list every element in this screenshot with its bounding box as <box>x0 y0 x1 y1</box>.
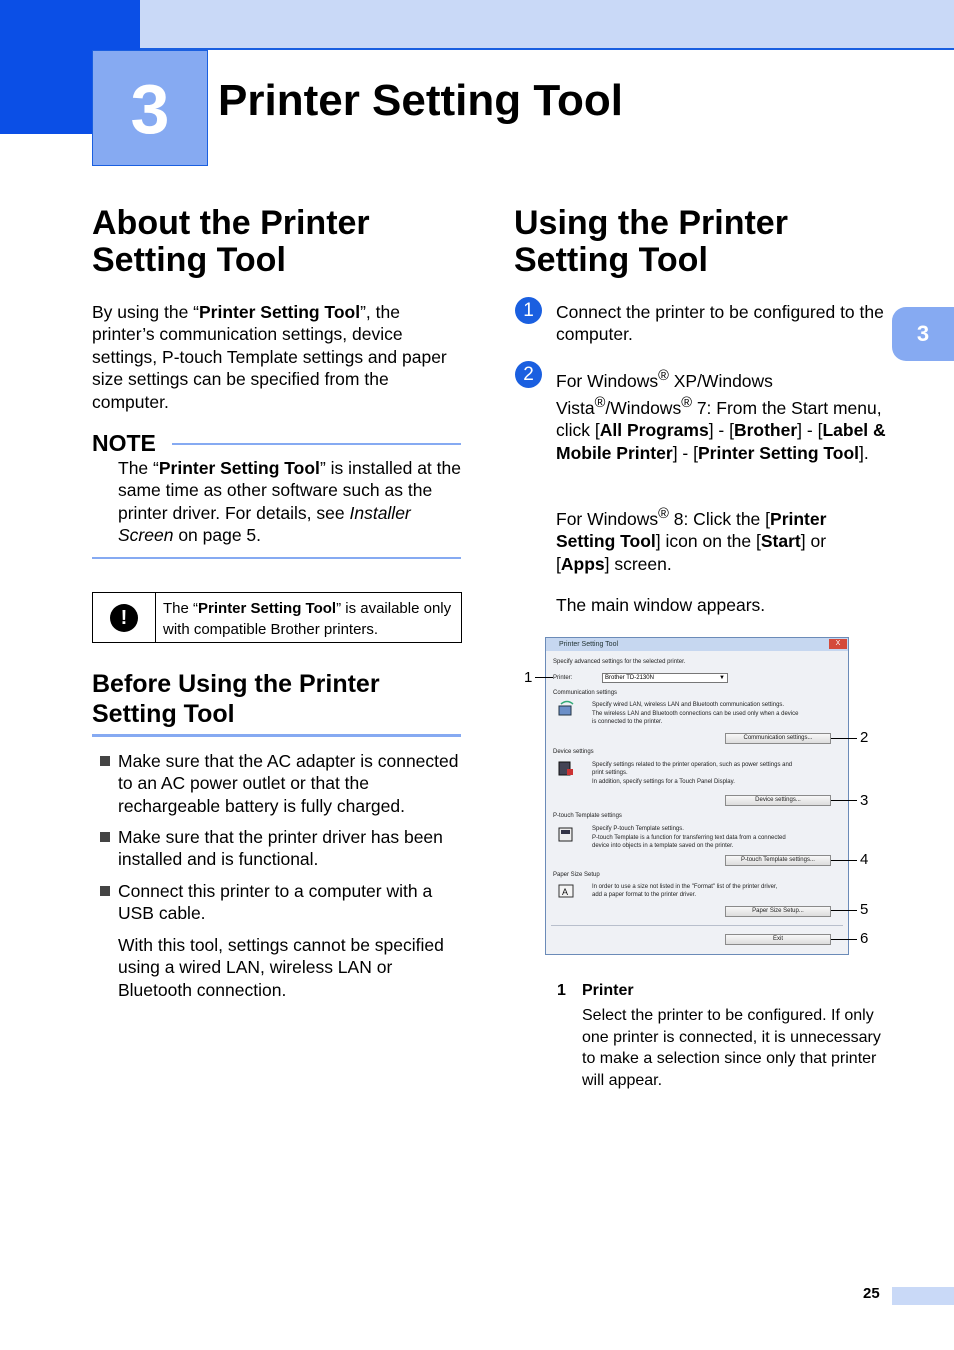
ptt-desc: device into objects in a template saved on the printer. <box>592 843 734 849</box>
step-2-win8-text: For Windows® 8: Click the [Printer Setting Tool] icon on the [Start] or [Apps] screen. <box>556 506 827 574</box>
comm-desc: is connected to the printer. <box>592 719 663 725</box>
step-1-text: Connect the printer to be configured to the computer. <box>556 302 884 345</box>
callout-line <box>831 800 857 801</box>
chapter-title: Printer Setting Tool <box>218 76 623 125</box>
ptouch-template-settings-button[interactable]: P-touch Template settings... <box>725 855 831 866</box>
exit-button[interactable]: Exit <box>725 934 831 945</box>
about-paragraph: By using the “Printer Setting Tool”, the printer’s communication settings, device settings, P-touch Template settings and paper size settings can be specified from the computer. <box>92 302 447 412</box>
step-1-badge: 1 <box>515 297 542 324</box>
printer-icon <box>557 760 575 777</box>
callout-3: 3 <box>860 792 869 809</box>
device-settings-button[interactable]: Device settings... <box>725 795 831 806</box>
paper-size-setup-button[interactable]: Paper Size Setup... <box>725 906 831 917</box>
window-separator <box>551 925 843 926</box>
page-number: 25 <box>863 1285 880 1302</box>
printer-setting-tool-window <box>545 637 849 955</box>
bullet-item: Connect this printer to a computer with a USB cable. <box>118 881 433 924</box>
callout-2: 2 <box>860 729 869 746</box>
network-icon <box>557 700 575 717</box>
comm-heading: Communication settings <box>553 690 618 696</box>
comm-desc: Specify wired LAN, wireless LAN and Bluetooth communication settings. <box>592 702 785 708</box>
note-end-rule <box>92 557 461 559</box>
template-icon <box>557 826 575 843</box>
important-text: The “Printer Setting Tool” is available only with compatible Brother printers. <box>163 600 452 638</box>
device-desc: Specify settings related to the printer operation, such as power settings and <box>592 762 793 768</box>
main-window-text: The main window appears. <box>556 595 766 615</box>
top-band <box>0 0 954 50</box>
callout-1: 1 <box>524 669 533 686</box>
about-heading: About the Printer Setting Tool <box>92 204 370 279</box>
callout-5: 5 <box>860 901 869 918</box>
window-intro: Specify advanced settings for the selected printer. <box>553 659 686 665</box>
callout-line <box>535 677 553 678</box>
callout-line <box>831 910 857 911</box>
step-2-text: For Windows® XP/Windows Vista®/Windows® 7: From the Start menu, click [All Programs] - [Brother] - [Label & Mobile Printer] - [Printer Setting Tool]. <box>556 368 886 463</box>
note-text: The “Printer Setting Tool” is installed at the same time as other software such as the printer driver. For details, see Installer Screen on page 5. <box>118 458 461 546</box>
device-desc: print settings. <box>592 770 628 776</box>
legend-title: Printer <box>582 982 634 999</box>
device-heading: Device settings <box>553 749 594 755</box>
window-titlebar: Printer Setting Tool X <box>546 638 848 651</box>
ptt-desc: Specify P-touch Template settings. <box>592 826 684 832</box>
ptt-heading: P-touch Template settings <box>553 813 622 819</box>
chevron-down-icon: ▼ <box>719 675 725 681</box>
callout-6: 6 <box>860 930 869 947</box>
before-rule <box>92 734 461 737</box>
legend-description: Select the printer to be configured. If only one printer is connected, it is unnecessary to make a selection since only that printer will appear. <box>582 1007 881 1089</box>
ptt-desc: P-touch Template is a function for transferring text data from a connected <box>592 835 786 841</box>
callout-line <box>831 860 857 861</box>
communication-settings-button[interactable]: Communication settings... <box>725 733 831 744</box>
using-heading: Using the Printer Setting Tool <box>514 204 788 279</box>
callout-line <box>831 939 857 940</box>
page-number-bar <box>892 1287 954 1305</box>
note-rule <box>172 443 461 445</box>
printer-select[interactable]: Brother TD-2130N ▼ <box>602 673 728 683</box>
paper-heading: Paper Size Setup <box>553 872 600 878</box>
bullet-note: With this tool, settings cannot be specified using a wired LAN, wireless LAN or Bluetooth connection. <box>118 935 444 1000</box>
close-icon[interactable]: X <box>829 639 847 649</box>
device-desc: In addition, specify settings for a Touch Panel Display. <box>592 779 735 785</box>
bullet-item: Make sure that the AC adapter is connected to an AC power outlet or that the rechargeable battery is fully charged. <box>118 751 459 816</box>
bullet-square-icon <box>100 756 110 766</box>
callout-line <box>831 738 857 739</box>
important-icon-cell <box>93 593 156 642</box>
paper-desc: add a paper format to the printer driver. <box>592 892 697 898</box>
step-2-badge: 2 <box>515 361 542 388</box>
important-box <box>92 592 462 643</box>
exclamation-icon: ! <box>110 604 138 632</box>
comm-desc: The wireless LAN and Bluetooth connections can be used only when a device <box>592 711 799 717</box>
chapter-number: 3 <box>92 50 208 166</box>
note-label: NOTE <box>92 430 156 456</box>
bullet-square-icon <box>100 832 110 842</box>
paper-size-icon <box>557 883 575 900</box>
bullet-square-icon <box>100 886 110 896</box>
callout-4: 4 <box>860 851 869 868</box>
printer-label: Printer: <box>553 675 573 681</box>
bullet-item: Make sure that the printer driver has been installed and is functional. <box>118 827 443 870</box>
side-chapter-tab: 3 <box>892 307 954 361</box>
before-heading: Before Using the Printer Setting Tool <box>92 670 380 728</box>
legend-number: 1 <box>557 982 566 999</box>
paper-desc: In order to use a size not listed in the "Format" list of the printer driver, <box>592 884 778 890</box>
svg-text:A: A <box>562 887 569 897</box>
